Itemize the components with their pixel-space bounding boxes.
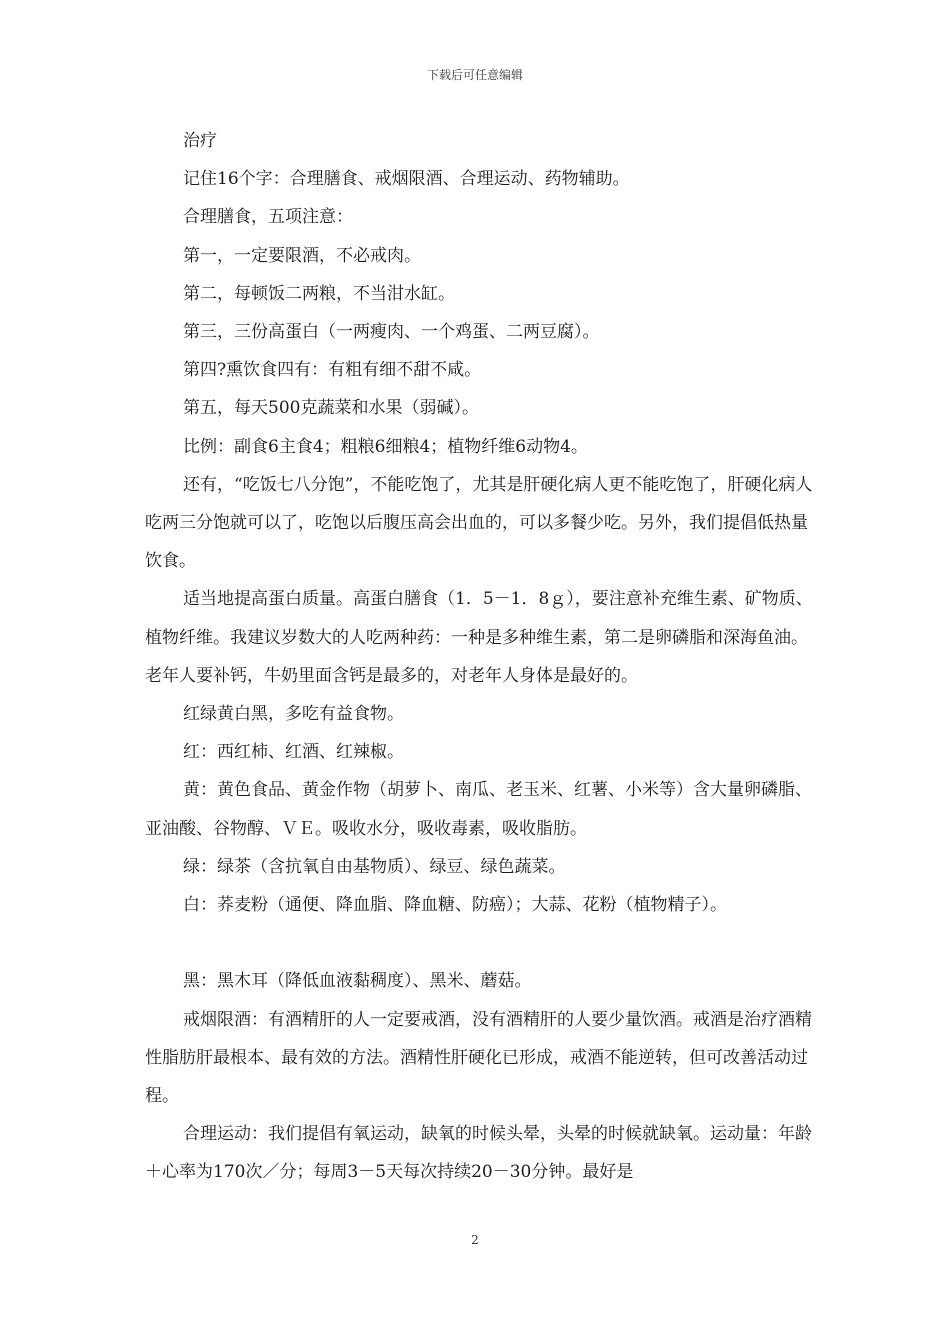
paragraph: 第四?熏饮食四有：有粗有细不甜不咸。 — [183, 360, 482, 381]
paragraph: 适当地提高蛋白质量。高蛋白膳食（1．5－1．8ｇ），要注意补充维生素、矿物质、植物纤维。我建议岁数大的人吃两种药：一种是多种维生素，第二是卵磷脂和深海鱼油。老年人要补钙，牛奶里面含钙是最多的，对老年人身体是最好的。 — [145, 589, 813, 686]
paragraph: 第二，每顿饭二两粮，不当泔水缸。 — [183, 283, 455, 304]
document-body — [145, 122, 815, 1192]
paragraph: 白：荞麦粉（通便、降血脂、降血糖、防癌）；大蒜、花粉（植物精子）。 — [183, 895, 727, 916]
section-title: 治疗 — [183, 131, 217, 151]
paragraph: 第一，一定要限酒，不必戒肉。 — [183, 245, 421, 266]
blank-line — [145, 924, 815, 962]
paragraph: 合理运动：我们提倡有氧运动，缺氧的时候头晕，头晕的时候就缺氧。运动量：年龄＋心率为170次／分；每周3－5天每次持续20－30分钟。最好是 — [145, 1124, 812, 1183]
paragraph: 黑：黑木耳（降低血液黏稠度）、黑米、蘑菇。 — [183, 971, 532, 992]
page-header: 下载后可任意编辑 — [426, 68, 523, 82]
paragraph: 第三，三份高蛋白（一两瘦肉、一个鸡蛋、二两豆腐）。 — [183, 322, 600, 343]
paragraph: 比例：副食6主食4；粗粮6细粮4；植物纤维6动物4。 — [183, 436, 588, 457]
paragraph: 合理膳食，五项注意： — [183, 207, 353, 228]
paragraph: 还有，“吃饭七八分饱”，不能吃饱了，尤其是肝硬化病人更不能吃饱了，肝硬化病人吃两三分饱就可以了，吃饱以后腹压高会出血的，可以多餐少吃。另外，我们提倡低热量饮食。 — [145, 474, 813, 572]
paragraph: 绿：绿茶（含抗氧自由基物质）、绿豆、绿色蔬菜。 — [183, 856, 566, 877]
paragraph: 红绿黄白黑，多吃有益食物。 — [183, 704, 404, 725]
page-number: 2 — [471, 1233, 479, 1247]
paragraph: 戒烟限酒：有酒精肝的人一定要戒酒，没有酒精肝的人要少量饮酒。戒酒是治疗酒精性脂肪肝最根本、最有效的方法。酒精性肝硬化已形成，戒酒不能逆转，但可改善活动过程。 — [145, 1009, 812, 1107]
paragraph: 记住16个字：合理膳食、戒烟限酒、合理运动、药物辅助。 — [183, 169, 630, 190]
paragraph: 黄：黄色食品、黄金作物（胡萝卜、南瓜、老玉米、红薯、小米等）含大量卵磷脂、亚油酸、谷物醇、ＶＥ。吸收水分，吸收毒素，吸收脂肪。 — [145, 780, 812, 839]
paragraph: 第五，每天500克蔬菜和水果（弱碱）。 — [183, 398, 479, 419]
paragraph: 红：西红柿、红酒、红辣椒。 — [183, 742, 404, 763]
